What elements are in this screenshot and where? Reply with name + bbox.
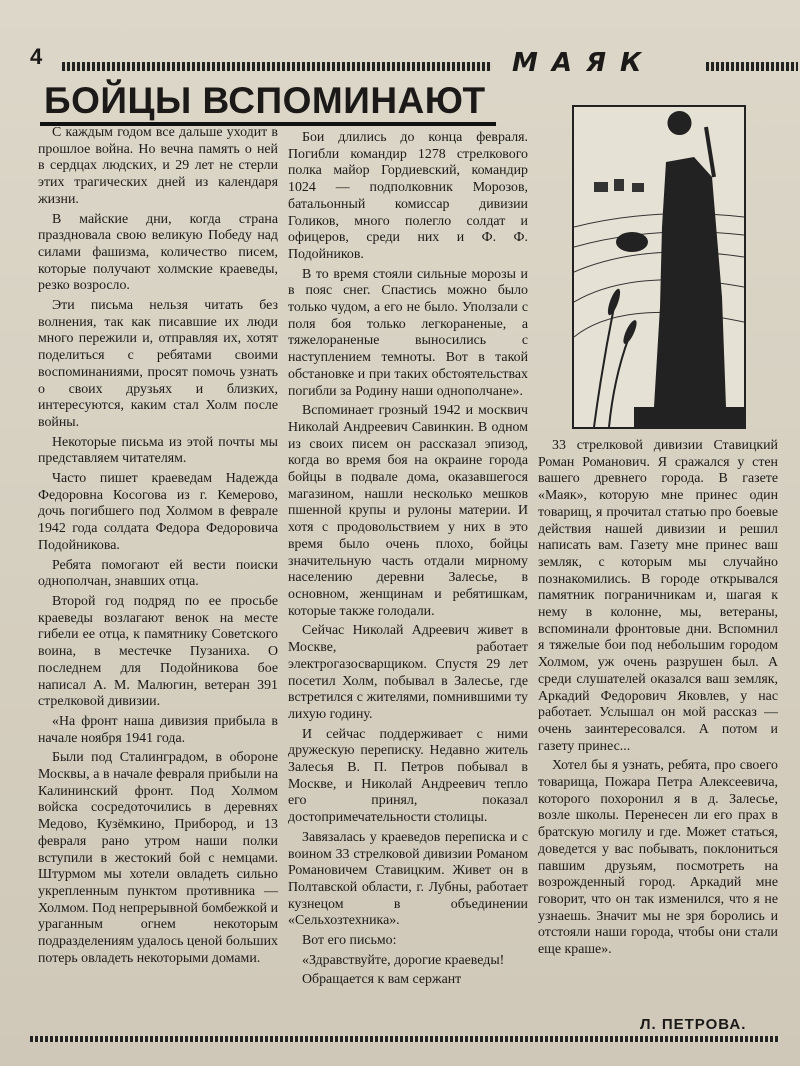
- paragraph: Вспоминает грозный 1942 и москвич Николай Андреевич Савинкин. В одном из своих писем он рассказал эпизод, когда во время боя на окраине города бойцы в подвале дома, оказавшегося магазином, нашли несколько мешков пшенной крупы и рулоны материи. И хотя с продовольствием у них в это время было очень плохо, бойцы значительную часть отдали мирному населению деревни Залесье, в основном, женщинам и ребятишкам, которые также голодали.: [288, 403, 528, 619]
- article-column-3: [538, 438, 778, 1028]
- paragraph: И сейчас поддерживает с ними дружескую переписку. Недавно житель Залесья В. П. Петров побывал в Москве, и Николай Андреевич тепло его принял, показал достопримечательности столицы.: [288, 726, 528, 826]
- article-column-2: [288, 130, 528, 1030]
- article-headline: БОЙЦЫ ВСПОМИНАЮТ: [40, 80, 496, 126]
- paragraph: Эти письма нельзя читать без волнения, так как писавшие их люди много пережили и, отправляя их, хотят поделиться с ребятами своими воспоминаниями, просят помочь узнать о своих друзьях и близких, интересуются, каким стал Холм после войны.: [38, 298, 278, 430]
- author-signature: Л. ПЕТРОВА.: [640, 1016, 747, 1033]
- article-column-1: [38, 125, 278, 1025]
- paragraph: Часто пишет краеведам Надежда Федоровна Косогова из г. Кемерово, дочь погибшего под Холмом в феврале 1942 года солдата Федора Федоровича Подойникова.: [38, 471, 278, 553]
- paragraph: В майские дни, когда страна праздновала свою великую Победу над силами фашизма, количество писем, которые получают холмские краеведы, резко возросло.: [38, 211, 278, 294]
- paragraph: Сейчас Николай Адреевич живет в Москве, работает электрогазосварщиком. Спустя 29 лет посетил Холм, побывал в Залесье, где встретился с жителями, помнившими ту лихую годину.: [288, 623, 528, 722]
- paragraph: «На фронт наша дивизия прибыла в начале ноября 1941 года.: [38, 713, 278, 746]
- soldier-silhouette-icon: [574, 107, 744, 427]
- paragraph: Второй год подряд по ее просьбе краеведы возлагают венок на месте гибели ее отца, к памятнику Советского воина, в местечке Пузаниха. О последнем для Подойникова бое написал А. М. Малюгин, ветеран 391 стрелковой дивизии.: [38, 593, 278, 710]
- paragraph: Обращается к вам сержант: [302, 972, 462, 988]
- page-number: 4: [30, 44, 43, 69]
- paragraph: Бои длились до конца февраля. Погибли командир 1278 стрелкового полка майор Гордиевский, командир 1024 — подполковник Морозов, батальонный комиссар дивизии Голиков, много полегло солдат и офицеров, среди них и Ф. Ф. Подойников.: [288, 130, 528, 262]
- paragraph: Некоторые письма из этой почты мы представляем читателям.: [38, 434, 278, 467]
- paragraph: Завязалась у краеведов переписка и с воином 33 стрелковой дивизии Романом Романовичем Ставицким. Живет он в Полтавской области, г. Лубны, работает кузнецом в объединении «Сельхозтехника».: [288, 829, 528, 929]
- paragraph: «Здравствуйте, дорогие краеведы!: [302, 952, 505, 968]
- paragraph: С каждым годом все дальше уходит в прошлое война. Но вечна память о ней в сердцах людских, и 29 лет не стерли этих трагических дней из календаря жизни.: [38, 125, 278, 207]
- memorial-soldier-illustration: [572, 105, 746, 429]
- masthead-rule-left: [62, 62, 492, 71]
- paragraph: Ребята помогают ей вести поиски однополчан, знавших отца.: [38, 557, 278, 590]
- newspaper-name: МАЯК: [512, 48, 656, 78]
- paragraph: Были под Сталинградом, в обороне Москвы, а в начале февраля прибыли на Калининский фронт. Под Холмом войска сосредоточились в деревнях Медово, Кузёмкино, Прибород, и 13 февраля рано утром наши полки вступили в жестокий бой с немцами. Штурмом мы хотели овладеть сильно укрепленным пунктом противника — Холмом. Под непрерывной бомбежкой и ураганным огнем некоторым подразделениям удалось ценой больших потерь овладеть некоторыми домами.: [38, 750, 278, 966]
- paragraph: В то время стояли сильные морозы и в пояс снег. Спастись можно было только чудом, а его не было. Уползали с поля боя только легкораненые, а тяжелораненые выносились с наступлением темноты. Вот в такой обстановке и при таких обстоятельствах погибли за Родину наши однополчане».: [288, 266, 528, 399]
- masthead-rule-right: [706, 62, 798, 71]
- paragraph: Хотел бы я узнать, ребята, про своего товарища, Пожара Петра Алексеевича, которого похоронил я в д. Залесье, возле школы. Перенесен ли его прах в братскую могилу и где. Может статься, доведется у вас побывать, поклониться павшим друзьям, посмотреть на возрожденный город. Аркадий мне говорит, что он так изменился, что я не узнаешь. Значит мы не зря боролись и отстояли наши города, чтобы они стали еще краше».: [538, 758, 778, 958]
- paragraph: 33 стрелковой дивизии Ставицкий Роман Романович. Я сражался у стен вашего древнего города. В газете «Маяк», которую мне принес один товарищ, я прочитал статью про боевые действия нашей дивизии и решил написать вам. Газету мне принес ваш земляк, с которым мы случайно познакомились. В городе открывался памятник пограничникам и, шагая к нему в колонне, мы, ветераны, вспоминали фронтовые дни. Вспомнил я тяжелые бои под небольшим городом Холмом, уж очень разрушен был. А среди слушателей оказался ваш земляк, Аркадий Федорович Яковлев, у нас работает. Услышал он мой рассказ — очень заинтересовался. А потом и газету принес...: [538, 438, 778, 754]
- bottom-rule: [30, 1036, 780, 1042]
- paragraph: Вот его письмо:: [302, 933, 397, 949]
